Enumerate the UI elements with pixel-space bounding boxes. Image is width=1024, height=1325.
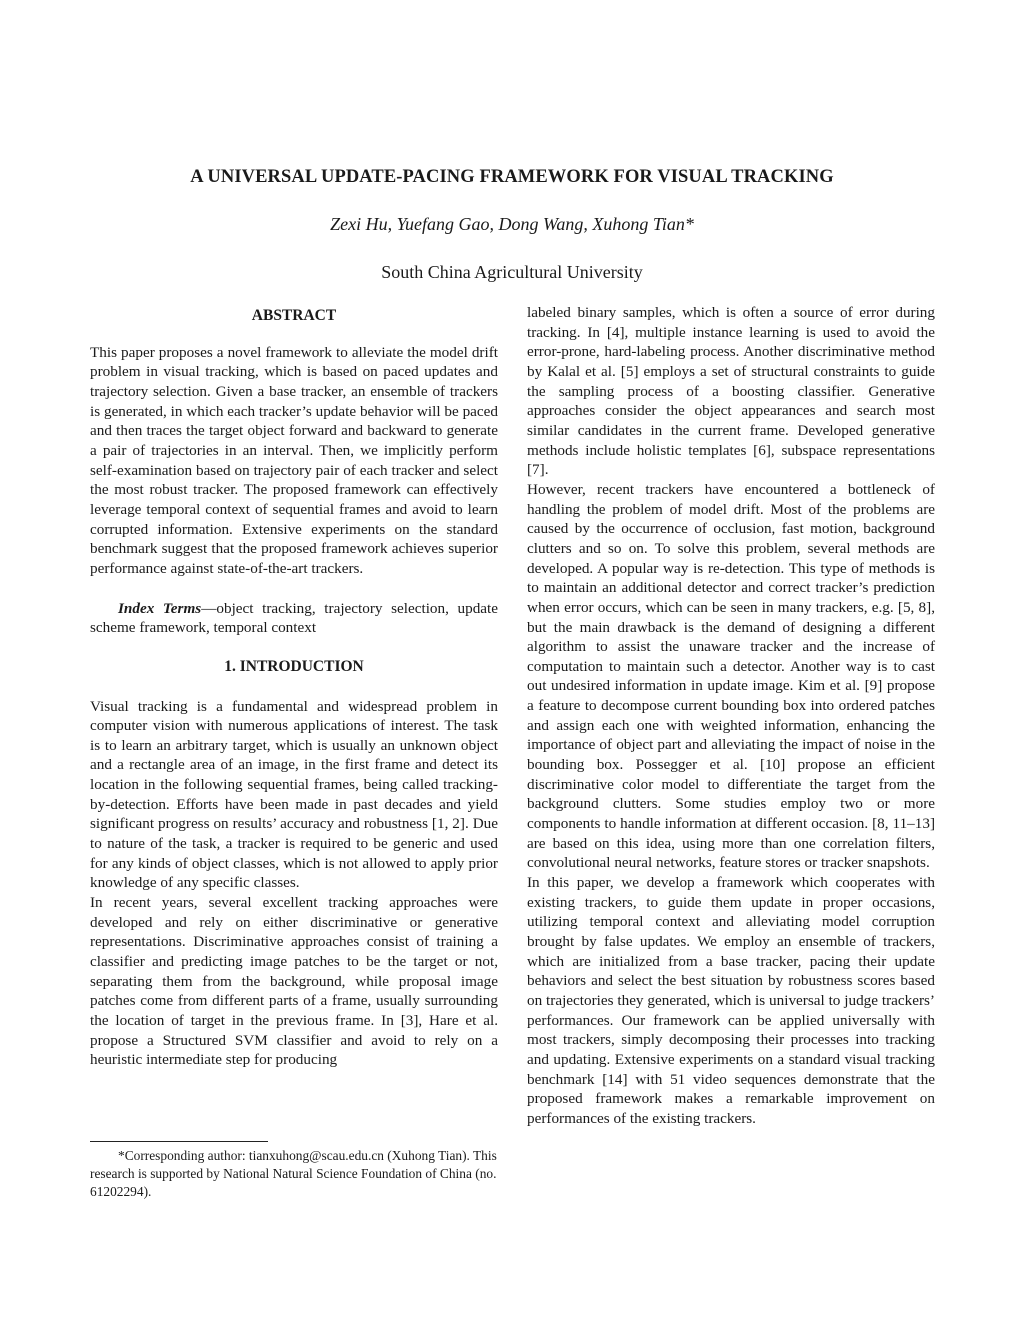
abstract-heading: ABSTRACT [251,307,337,324]
introduction-heading: 1. INTRODUCTION [224,657,364,675]
right-column [527,303,935,1129]
intro-paragraph-2-continued: labeled binary samples, which is often a source of error during tracking. In [4], multiple instance learning is used to avoid the error-prone, hard-labeling process. Another discriminative method by Kalal et al. [5] employs a set of structural constraints to guide the sampling process of a boosting classifier. Generative approaches consider the object appearances and search most similar candidates in the current frame. Developed generative methods include holistic templates [6], subspace representations [7]. [527,304,935,479]
affiliation: South China Agricultural University [381,262,643,282]
abstract-text: This paper proposes a novel framework to alleviate the model drift problem in visual tracking, which is based on paced updates and trajectory selection. Given a base tracker, an ensemble of trackers is generated, in which each tracker’s update behavior will be paced and then traces the target object forward and backward to generate a pair of trajectories in an interval. Then, we implicitly perform self-examination based on trajectory pair of each tracker and select the most robust tracker. The proposed framework can effectively leverage temporal context of sequential frames and avoid to learn corrupted information. Extensive experiments on the standard benchmark suggest that the proposed framework achieves superior performance against state-of-the-art trackers. [90,343,498,577]
footnote-divider [90,1141,268,1142]
paper-title: A UNIVERSAL UPDATE-PACING FRAMEWORK FOR VISUAL TRACKING [190,167,834,187]
index-terms [90,599,498,638]
index-terms-text: —object tracking, trajectory selection, update scheme framework, temporal context [90,599,499,637]
author-list: Zexi Hu, Yuefang Gao, Dong Wang, Xuhong Tian* [330,214,694,234]
intro-paragraph-4: In this paper, we develop a framework which cooperates with existing trackers, to guide them update in proper occasions, utilizing temporal context and alleviating model corruption brought by false updates. We employ an ensemble of trackers, which are initialized from a base tracker, pacing their update behaviors and select the best situation by robustness scores based on trajectories they generated, which is universal to judge trackers’ performances. Our framework can be applied universally with most trackers, simply decomposing their processes into tracking and updating. Extensive experiments on a standard visual tracking benchmark [14] with 51 video sequences demonstrate that the proposed framework makes a remarkable improvement on performances of the existing trackers. [527,874,935,1127]
left-column [90,306,498,1070]
corresponding-author-footnote: *Corresponding author: tianxuhong@scau.edu.cn (Xuhong Tian). This research is supported by National Natural Science Foundation of China (no. 61202294). [90,1148,497,1199]
index-terms-label: Index Terms [118,599,202,617]
intro-paragraph-2: In recent years, several excellent tracking approaches were developed and rely on either discriminative or generative representations. Discriminative approaches consist of training a classifier and predicting image patches to be the target or not, separating them from the background, while proposal image patches come from different parts of a frame, usually surrounding the location of target in the previous frame. In [3], Hare et al. propose a Structured SVM classifier and avoid to rely on a heuristic intermediate step for producing [90,894,498,1069]
intro-paragraph-1: Visual tracking is a fundamental and widespread problem in computer vision with numerous applications of interest. The task is to learn an arbitrary target, which is usually an unknown object and a rectangle area of an image, in the first frame and detect its location in the following sequential frames, being called tracking-by-detection. Efforts have been made in past decades and yield significant progress on results’ accuracy and robustness [1, 2]. Due to nature of the task, a tracker is required to be generic and used for any kinds of object classes, which is not allowed to apply prior knowledge of any specific classes. [90,697,498,892]
intro-paragraph-3: However, recent trackers have encountered a bottleneck of handling the problem of model drift. Most of the problems are caused by the occurrence of occlusion, fast motion, background clutters and so on. To solve this problem, several methods are developed. A popular way is re-detection. This type of methods is to maintain an additional detector and correct tracker’s prediction when error occurs, which can be seen in many trackers, e.g. [5, 8], but the main drawback is the demand of designing a different algorithm to assist the unaware tracker and the increase of computation to maintain such a detector. Another way is to cast out undesired information in update image. Kim et al. [9] propose a feature to decompose current bounding box into ordered patches and assign each one with weighted information, enhancing the importance of object part and alleviating the impact of noise in the bounding box. Possegger et al. [10] propose an efficient discriminative color model to differentiate the target from the background clutters. Some studies employ two or more components to handle information at different occasion. [8, 11–13] are based on this idea, using more than one correlation filters, convolutional neural networks, feature stores or tracker snapshots. [527,480,935,872]
